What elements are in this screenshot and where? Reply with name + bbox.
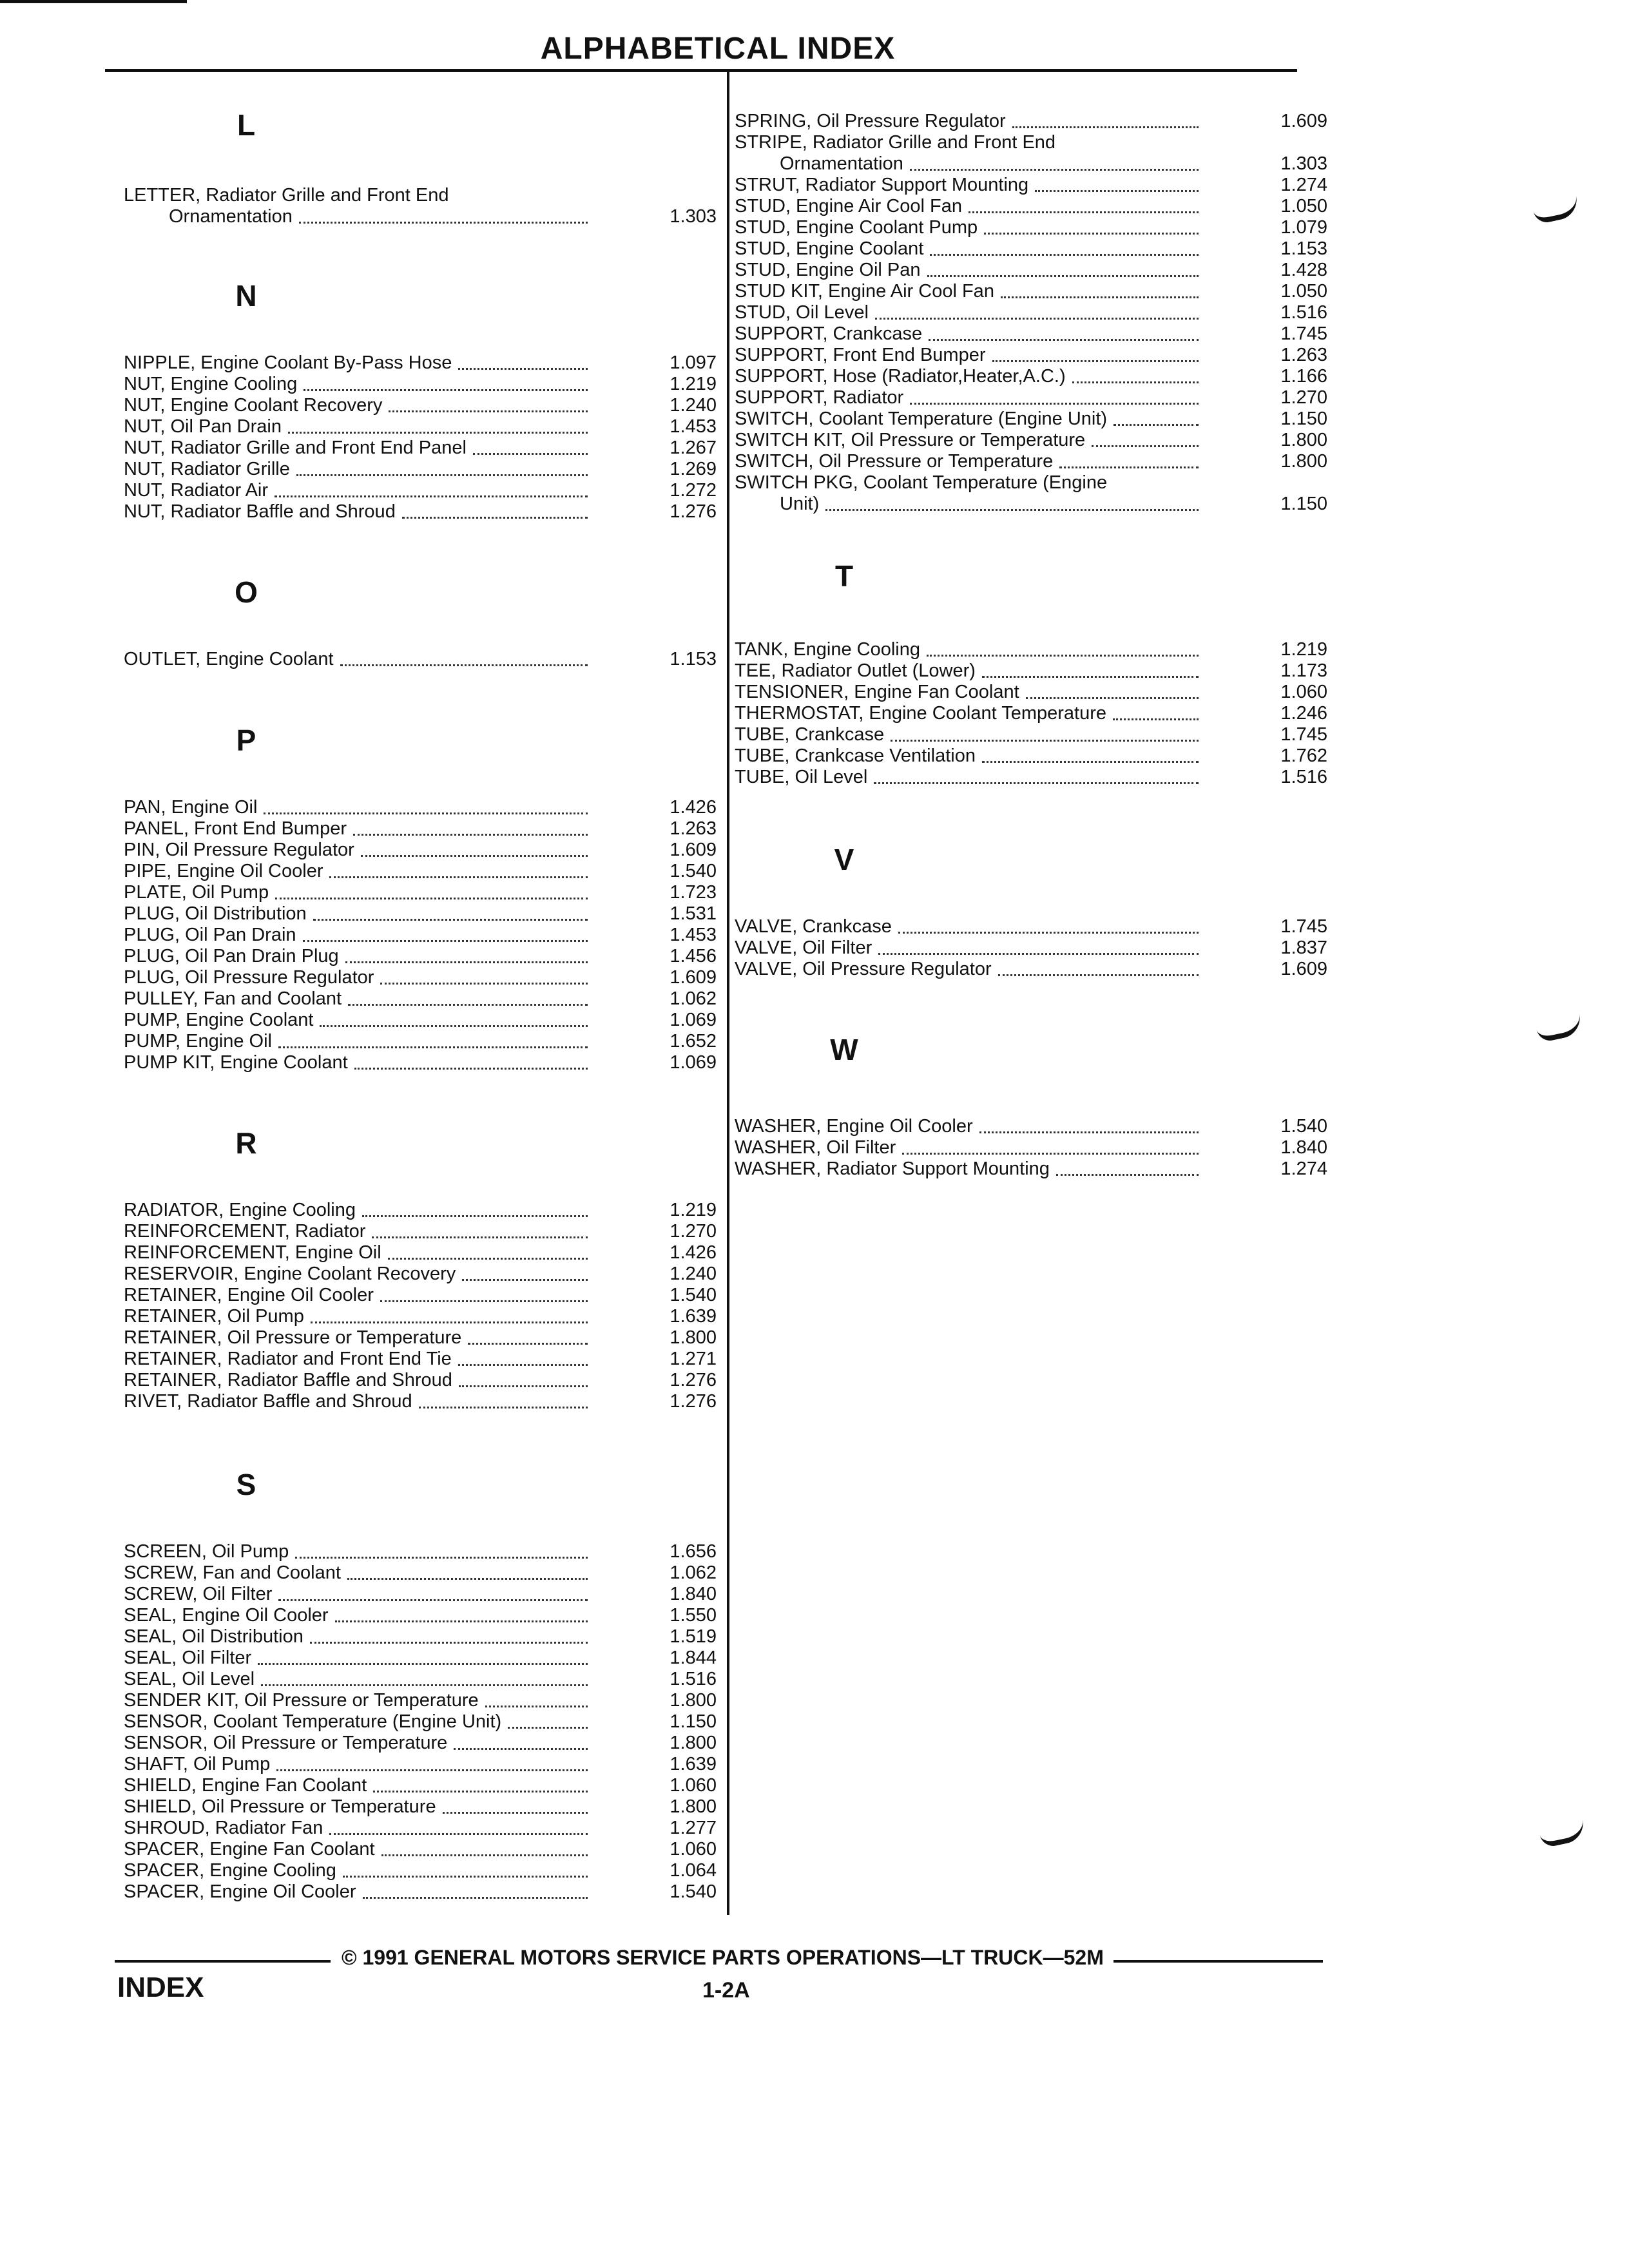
entry-name: PANEL, Front End Bumper — [124, 818, 347, 839]
entry-page-number: 1.276 — [670, 1391, 717, 1412]
entry-page-number: 1.540 — [670, 1881, 717, 1902]
entry-page-number: 1.303 — [1280, 153, 1327, 174]
entry-name: WASHER, Engine Oil Cooler — [735, 1116, 973, 1137]
leader-dots — [304, 368, 588, 391]
footer-page-number: 1-2A — [702, 1978, 750, 2003]
entry-page-number: 1.800 — [1280, 430, 1327, 450]
entry-page-number: 1.426 — [670, 1242, 717, 1263]
entry-name: NUT, Oil Pan Drain — [124, 416, 282, 437]
entry-name: REINFORCEMENT, Radiator — [124, 1221, 366, 1242]
entry-name: SEAL, Oil Level — [124, 1669, 255, 1689]
leader-dots — [1056, 1153, 1199, 1176]
entry-name: PUMP KIT, Engine Coolant — [124, 1052, 348, 1073]
entry-page-number: 1.723 — [670, 882, 717, 903]
entry-page-number: 1.153 — [670, 649, 717, 669]
entry-page-number: 1.150 — [1280, 408, 1327, 429]
leader-dots — [348, 983, 588, 1006]
entry-name: TUBE, Oil Level — [735, 767, 868, 787]
leader-dots — [875, 296, 1199, 320]
index-entry — [735, 430, 1327, 451]
entry-page-number: 1.609 — [1280, 111, 1327, 131]
section-letter-r: R — [235, 1126, 257, 1160]
leader-dots — [485, 1684, 588, 1707]
entry-name: SWITCH KIT, Oil Pressure or Temperature — [735, 430, 1086, 450]
binder-hole-mark — [1538, 1819, 1586, 1849]
entry-name: TANK, Engine Cooling — [735, 639, 921, 660]
index-entry — [735, 345, 1327, 366]
leader-dots — [345, 940, 588, 963]
entry-name: SPACER, Engine Fan Coolant — [124, 1839, 375, 1860]
entry-name: SENSOR, Oil Pressure or Temperature — [124, 1733, 448, 1753]
entry-page-number: 1.274 — [1280, 175, 1327, 195]
leader-dots — [1113, 697, 1199, 720]
index-section — [124, 1541, 717, 1903]
entry-page-number: 1.609 — [1280, 959, 1327, 979]
index-entry — [735, 959, 1327, 980]
entry-page-number: 1.060 — [670, 1839, 717, 1860]
entry-name: NUT, Radiator Baffle and Shroud — [124, 501, 396, 522]
entry-page-number: 1.745 — [1280, 916, 1327, 937]
entry-name: SHIELD, Oil Pressure or Temperature — [124, 1796, 436, 1817]
entry-name: SHAFT, Oil Pump — [124, 1754, 271, 1774]
entry-name: VALVE, Crankcase — [735, 916, 892, 937]
leader-dots — [1092, 424, 1199, 447]
entry-page-number: 1.800 — [670, 1796, 717, 1817]
entry-name: SENSOR, Coolant Temperature (Engine Unit) — [124, 1711, 502, 1732]
entry-name: STRUT, Radiator Support Mounting — [735, 175, 1029, 195]
leader-dots — [340, 643, 588, 666]
entry-name: PLUG, Oil Pan Drain Plug — [124, 946, 339, 966]
entry-name: RETAINER, Oil Pump — [124, 1306, 304, 1327]
leader-dots — [982, 740, 1199, 763]
leader-dots — [275, 876, 588, 899]
leader-dots — [310, 1620, 588, 1644]
title-rule — [105, 69, 1297, 72]
entry-name: TEE, Radiator Outlet (Lower) — [735, 660, 976, 681]
index-entry — [124, 1711, 717, 1733]
entry-name: RETAINER, Oil Pressure or Temperature — [124, 1327, 462, 1348]
index-entry — [124, 1690, 717, 1711]
entry-name: NUT, Engine Cooling — [124, 374, 298, 394]
entry-name: PIN, Oil Pressure Regulator — [124, 840, 354, 860]
leader-dots — [335, 1599, 588, 1622]
entry-name: WASHER, Radiator Support Mounting — [735, 1158, 1050, 1179]
index-section — [124, 185, 717, 227]
leader-dots — [910, 381, 1199, 405]
entry-page-number: 1.800 — [670, 1327, 717, 1348]
entry-name: SEAL, Oil Distribution — [124, 1626, 304, 1647]
column-divider — [727, 72, 729, 1915]
entry-page-number: 1.219 — [670, 374, 717, 394]
entry-page-number: 1.097 — [670, 352, 717, 373]
entry-name: TUBE, Crankcase Ventilation — [735, 745, 976, 766]
leader-dots — [468, 1321, 588, 1345]
entry-page-number: 1.277 — [670, 1818, 717, 1838]
leader-dots — [1026, 676, 1199, 699]
entry-name: STRIPE, Radiator Grille and Front End — [735, 132, 1056, 153]
index-entry — [124, 1391, 717, 1412]
leader-dots — [388, 1236, 588, 1260]
entry-page-number: 1.050 — [1280, 281, 1327, 302]
entry-name: STUD KIT, Engine Air Cool Fan — [735, 281, 994, 302]
entry-name: RIVET, Radiator Baffle and Shroud — [124, 1391, 412, 1412]
entry-name: STUD, Engine Coolant Pump — [735, 217, 978, 238]
index-entry — [124, 416, 717, 437]
entry-page-number: 1.639 — [670, 1306, 717, 1327]
entry-page-number: 1.240 — [670, 395, 717, 416]
entry-name: PLUG, Oil Pan Drain — [124, 925, 296, 945]
index-entry — [735, 1137, 1327, 1158]
leader-dots — [898, 910, 1199, 934]
entry-name: VALVE, Oil Pressure Regulator — [735, 959, 992, 979]
entry-page-number: 1.050 — [1280, 196, 1327, 216]
index-section — [124, 352, 717, 523]
index-section — [735, 639, 1327, 788]
entry-name: SPACER, Engine Cooling — [124, 1860, 336, 1881]
entry-page-number: 1.550 — [670, 1605, 717, 1626]
index-entry — [124, 501, 717, 523]
entry-page-number: 1.240 — [670, 1264, 717, 1284]
entry-name: RADIATOR, Engine Cooling — [124, 1200, 356, 1220]
entry-name: SWITCH, Coolant Temperature (Engine Unit) — [735, 408, 1108, 429]
leader-dots — [969, 190, 1199, 213]
leader-dots — [891, 718, 1199, 742]
index-entry — [735, 132, 1327, 175]
entry-page-number: 1.844 — [670, 1648, 717, 1668]
leader-dots — [381, 1833, 588, 1856]
leader-dots — [443, 1791, 588, 1814]
leader-dots — [454, 1727, 588, 1750]
leader-dots — [278, 1025, 588, 1048]
entry-page-number: 1.540 — [1280, 1116, 1327, 1137]
entry-name: VALVE, Oil Filter — [735, 937, 872, 958]
index-section — [735, 1116, 1327, 1180]
leader-dots — [264, 791, 588, 814]
section-letter-t: T — [834, 559, 854, 593]
entry-page-number: 1.516 — [1280, 767, 1327, 787]
leader-dots — [473, 432, 588, 455]
entry-page-number: 1.263 — [670, 818, 717, 839]
leader-dots — [508, 1706, 588, 1729]
index-entry — [735, 472, 1327, 515]
footer-section-label: INDEX — [117, 1972, 204, 2003]
entry-name: STUD, Engine Air Cool Fan — [735, 196, 962, 216]
entry-page-number: 1.540 — [670, 1285, 717, 1305]
leader-dots — [288, 410, 588, 434]
index-entry — [124, 1327, 717, 1349]
entry-page-number: 1.270 — [1280, 387, 1327, 408]
entry-page-number: 1.064 — [670, 1860, 717, 1881]
section-letter-w: W — [830, 1033, 858, 1066]
entry-name: NUT, Radiator Grille and Front End Panel — [124, 437, 467, 458]
leader-dots — [929, 318, 1199, 341]
entry-name: SCREW, Oil Filter — [124, 1584, 273, 1604]
entry-name: PUMP, Engine Oil — [124, 1031, 272, 1052]
entry-page-number: 1.840 — [1280, 1137, 1327, 1158]
entry-name-continued: Unit) — [735, 494, 819, 515]
entry-page-number: 1.800 — [670, 1733, 717, 1753]
index-entry — [124, 185, 717, 227]
entry-name: SUPPORT, Crankcase — [735, 323, 923, 344]
top-corner-rule — [0, 0, 187, 3]
index-entry — [735, 682, 1327, 703]
entry-page-number: 1.153 — [1280, 238, 1327, 259]
index-entry — [124, 1775, 717, 1796]
entry-name: PLUG, Oil Pressure Regulator — [124, 967, 374, 988]
leader-dots — [979, 1110, 1199, 1133]
entry-page-number: 1.652 — [670, 1031, 717, 1052]
index-entry — [124, 1242, 717, 1264]
leader-dots — [927, 633, 1199, 657]
leader-dots — [459, 1364, 588, 1387]
index-entry — [735, 451, 1327, 472]
leader-dots — [275, 474, 588, 497]
leader-dots — [313, 898, 588, 921]
leader-dots — [353, 812, 588, 836]
entry-page-number: 1.271 — [670, 1349, 717, 1369]
entry-page-number: 1.519 — [670, 1626, 717, 1647]
entry-name: OUTLET, Engine Coolant — [124, 649, 334, 669]
entry-page-number: 1.453 — [670, 925, 717, 945]
entry-name: PULLEY, Fan and Coolant — [124, 988, 342, 1009]
entry-name-continued: Ornamentation — [735, 153, 903, 175]
leader-dots — [878, 932, 1199, 955]
entry-name: PLATE, Oil Pump — [124, 882, 269, 903]
leader-dots — [402, 495, 588, 519]
leader-dots — [311, 1300, 588, 1323]
entry-name: RETAINER, Radiator and Front End Tie — [124, 1349, 452, 1369]
leader-dots — [927, 254, 1199, 277]
leader-dots — [329, 1812, 588, 1835]
section-letter-p: P — [236, 724, 256, 757]
entry-page-number: 1.276 — [670, 501, 717, 522]
entry-name: SUPPORT, Front End Bumper — [735, 345, 986, 365]
index-entry — [124, 1669, 717, 1690]
entry-name: STUD, Engine Oil Pan — [735, 260, 921, 280]
leader-dots — [362, 1194, 588, 1217]
entry-name: RETAINER, Radiator Baffle and Shroud — [124, 1370, 452, 1390]
leader-dots — [261, 1663, 588, 1686]
leader-dots — [462, 1258, 588, 1281]
entry-page-number: 1.516 — [670, 1669, 717, 1689]
entry-name: REINFORCEMENT, Engine Oil — [124, 1242, 381, 1263]
entry-name: PIPE, Engine Oil Cooler — [124, 861, 323, 881]
entry-name: SHROUD, Radiator Fan — [124, 1818, 323, 1838]
entry-name: SENDER KIT, Oil Pressure or Temperature — [124, 1690, 479, 1711]
binder-hole-mark — [1535, 1014, 1583, 1043]
leader-dots — [930, 233, 1199, 256]
leader-dots — [296, 453, 588, 476]
entry-page-number: 1.453 — [670, 416, 717, 437]
index-entry — [124, 1306, 717, 1327]
entry-page-number: 1.263 — [1280, 345, 1327, 365]
leader-dots — [419, 1385, 588, 1408]
leader-dots — [380, 1279, 588, 1302]
leader-dots — [1059, 445, 1199, 468]
entry-page-number: 1.267 — [670, 437, 717, 458]
entry-name: SEAL, Oil Filter — [124, 1648, 252, 1668]
entry-name: RETAINER, Engine Oil Cooler — [124, 1285, 374, 1305]
entry-page-number: 1.531 — [670, 903, 717, 924]
entry-name: SWITCH PKG, Coolant Temperature (Engine — [735, 472, 1108, 493]
entry-name: LETTER, Radiator Grille and Front End — [124, 185, 449, 206]
footer-rule-left — [115, 1960, 331, 1963]
entry-page-number: 1.428 — [1280, 260, 1327, 280]
section-letter-n: N — [235, 279, 257, 312]
leader-dots — [1035, 169, 1199, 192]
footer-rule-right — [1113, 1960, 1323, 1963]
leader-dots — [825, 488, 1199, 511]
leader-dots — [258, 1642, 588, 1665]
leader-dots — [1072, 360, 1199, 383]
entry-name: SUPPORT, Radiator — [735, 387, 904, 408]
entry-name: RESERVOIR, Engine Coolant Recovery — [124, 1264, 456, 1284]
index-section — [124, 649, 717, 670]
entry-page-number: 1.062 — [670, 1562, 717, 1583]
leader-dots — [347, 1557, 588, 1580]
leader-dots — [372, 1215, 588, 1238]
entry-page-number: 1.069 — [670, 1010, 717, 1030]
entry-page-number: 1.745 — [1280, 724, 1327, 745]
entry-name: SPACER, Engine Oil Cooler — [124, 1881, 356, 1902]
copyright-notice: © 1991 GENERAL MOTORS SERVICE PARTS OPERATIONS—LT TRUCK—52M — [342, 1946, 1104, 1969]
entry-page-number: 1.840 — [670, 1584, 717, 1604]
entry-name: NIPPLE, Engine Coolant By-Pass Hose — [124, 352, 452, 373]
entry-page-number: 1.150 — [670, 1711, 717, 1732]
leader-dots — [458, 347, 588, 370]
index-entry — [124, 1349, 717, 1370]
entry-page-number: 1.276 — [670, 1370, 717, 1390]
entry-name: SCREEN, Oil Pump — [124, 1541, 289, 1562]
index-entry — [735, 767, 1327, 788]
entry-name: WASHER, Oil Filter — [735, 1137, 896, 1158]
leader-dots — [380, 961, 588, 985]
entry-page-number: 1.800 — [1280, 451, 1327, 472]
section-letter-o: O — [235, 575, 258, 609]
entry-name: TENSIONER, Engine Fan Coolant — [735, 682, 1019, 702]
entry-name: THERMOSTAT, Engine Coolant Temperature — [735, 703, 1107, 724]
page-title: ALPHABETICAL INDEX — [540, 32, 896, 66]
leader-dots — [458, 1343, 588, 1366]
entry-page-number: 1.609 — [670, 840, 717, 860]
entry-page-number: 1.272 — [670, 480, 717, 501]
index-entry — [735, 387, 1327, 408]
entry-name-continued: Ornamentation — [124, 206, 293, 227]
entry-name: PLUG, Oil Distribution — [124, 903, 307, 924]
entry-page-number: 1.303 — [670, 206, 717, 227]
leader-dots — [910, 148, 1199, 171]
entry-page-number: 1.456 — [670, 946, 717, 966]
entry-page-number: 1.270 — [670, 1221, 717, 1242]
entry-page-number: 1.166 — [1280, 366, 1327, 387]
entry-name: PUMP, Engine Coolant — [124, 1010, 314, 1030]
leader-dots — [343, 1854, 588, 1878]
leader-dots — [1001, 275, 1199, 298]
entry-name: SPRING, Oil Pressure Regulator — [735, 111, 1006, 131]
section-letter-l: L — [236, 108, 256, 142]
entry-page-number: 1.516 — [1280, 302, 1327, 323]
leader-dots — [295, 1535, 588, 1559]
leader-dots — [299, 200, 588, 224]
entry-name: SUPPORT, Hose (Radiator,Heater,A.C.) — [735, 366, 1066, 387]
entry-page-number: 1.837 — [1280, 937, 1327, 958]
index-entry — [124, 1881, 717, 1903]
leader-dots — [992, 339, 1199, 362]
entry-page-number: 1.150 — [1280, 494, 1327, 514]
leader-dots — [320, 1004, 588, 1027]
leader-dots — [902, 1131, 1199, 1155]
entry-page-number: 1.656 — [670, 1541, 717, 1562]
entry-page-number: 1.062 — [670, 988, 717, 1009]
entry-page-number: 1.069 — [670, 1052, 717, 1073]
section-letter-v: V — [834, 843, 854, 876]
leader-dots — [1113, 403, 1199, 426]
index-section — [735, 111, 1327, 515]
index-section — [735, 916, 1327, 980]
entry-page-number: 1.426 — [670, 797, 717, 818]
leader-dots — [303, 919, 588, 942]
entry-page-number: 1.246 — [1280, 703, 1327, 724]
leader-dots — [363, 1876, 588, 1899]
entry-name: NUT, Radiator Air — [124, 480, 269, 501]
index-entry — [124, 649, 717, 670]
entry-page-number: 1.079 — [1280, 217, 1327, 238]
entry-name: NUT, Engine Coolant Recovery — [124, 395, 383, 416]
entry-page-number: 1.219 — [1280, 639, 1327, 660]
entry-name: SWITCH, Oil Pressure or Temperature — [735, 451, 1054, 472]
entry-page-number: 1.609 — [670, 967, 717, 988]
entry-name: SEAL, Engine Oil Cooler — [124, 1605, 329, 1626]
leader-dots — [982, 655, 1199, 678]
binder-hole-mark — [1532, 195, 1580, 225]
leader-dots — [373, 1769, 588, 1792]
entry-name: NUT, Radiator Grille — [124, 459, 290, 479]
leader-dots — [874, 761, 1199, 784]
entry-page-number: 1.639 — [670, 1754, 717, 1774]
leader-dots — [278, 1578, 588, 1601]
index-entry — [735, 408, 1327, 430]
leader-dots — [1012, 105, 1199, 128]
leader-dots — [276, 1748, 588, 1771]
entry-page-number: 1.762 — [1280, 745, 1327, 766]
entry-page-number: 1.060 — [670, 1775, 717, 1796]
entry-page-number: 1.219 — [670, 1200, 717, 1220]
leader-dots — [998, 953, 1199, 976]
index-section — [124, 1200, 717, 1412]
leader-dots — [389, 389, 588, 412]
entry-name: SCREW, Fan and Coolant — [124, 1562, 341, 1583]
index-entry — [735, 1158, 1327, 1180]
entry-name: SHIELD, Engine Fan Coolant — [124, 1775, 367, 1796]
entry-page-number: 1.274 — [1280, 1158, 1327, 1179]
entry-page-number: 1.060 — [1280, 682, 1327, 702]
entry-name: TUBE, Crankcase — [735, 724, 885, 745]
entry-page-number: 1.745 — [1280, 323, 1327, 344]
entry-page-number: 1.173 — [1280, 660, 1327, 681]
entry-page-number: 1.540 — [670, 861, 717, 881]
entry-page-number: 1.800 — [670, 1690, 717, 1711]
entry-page-number: 1.269 — [670, 459, 717, 479]
entry-name: STUD, Oil Level — [735, 302, 869, 323]
leader-dots — [984, 211, 1199, 235]
section-letter-s: S — [236, 1468, 256, 1501]
index-entry — [735, 111, 1327, 132]
entry-name: STUD, Engine Coolant — [735, 238, 924, 259]
entry-name: PAN, Engine Oil — [124, 797, 258, 818]
